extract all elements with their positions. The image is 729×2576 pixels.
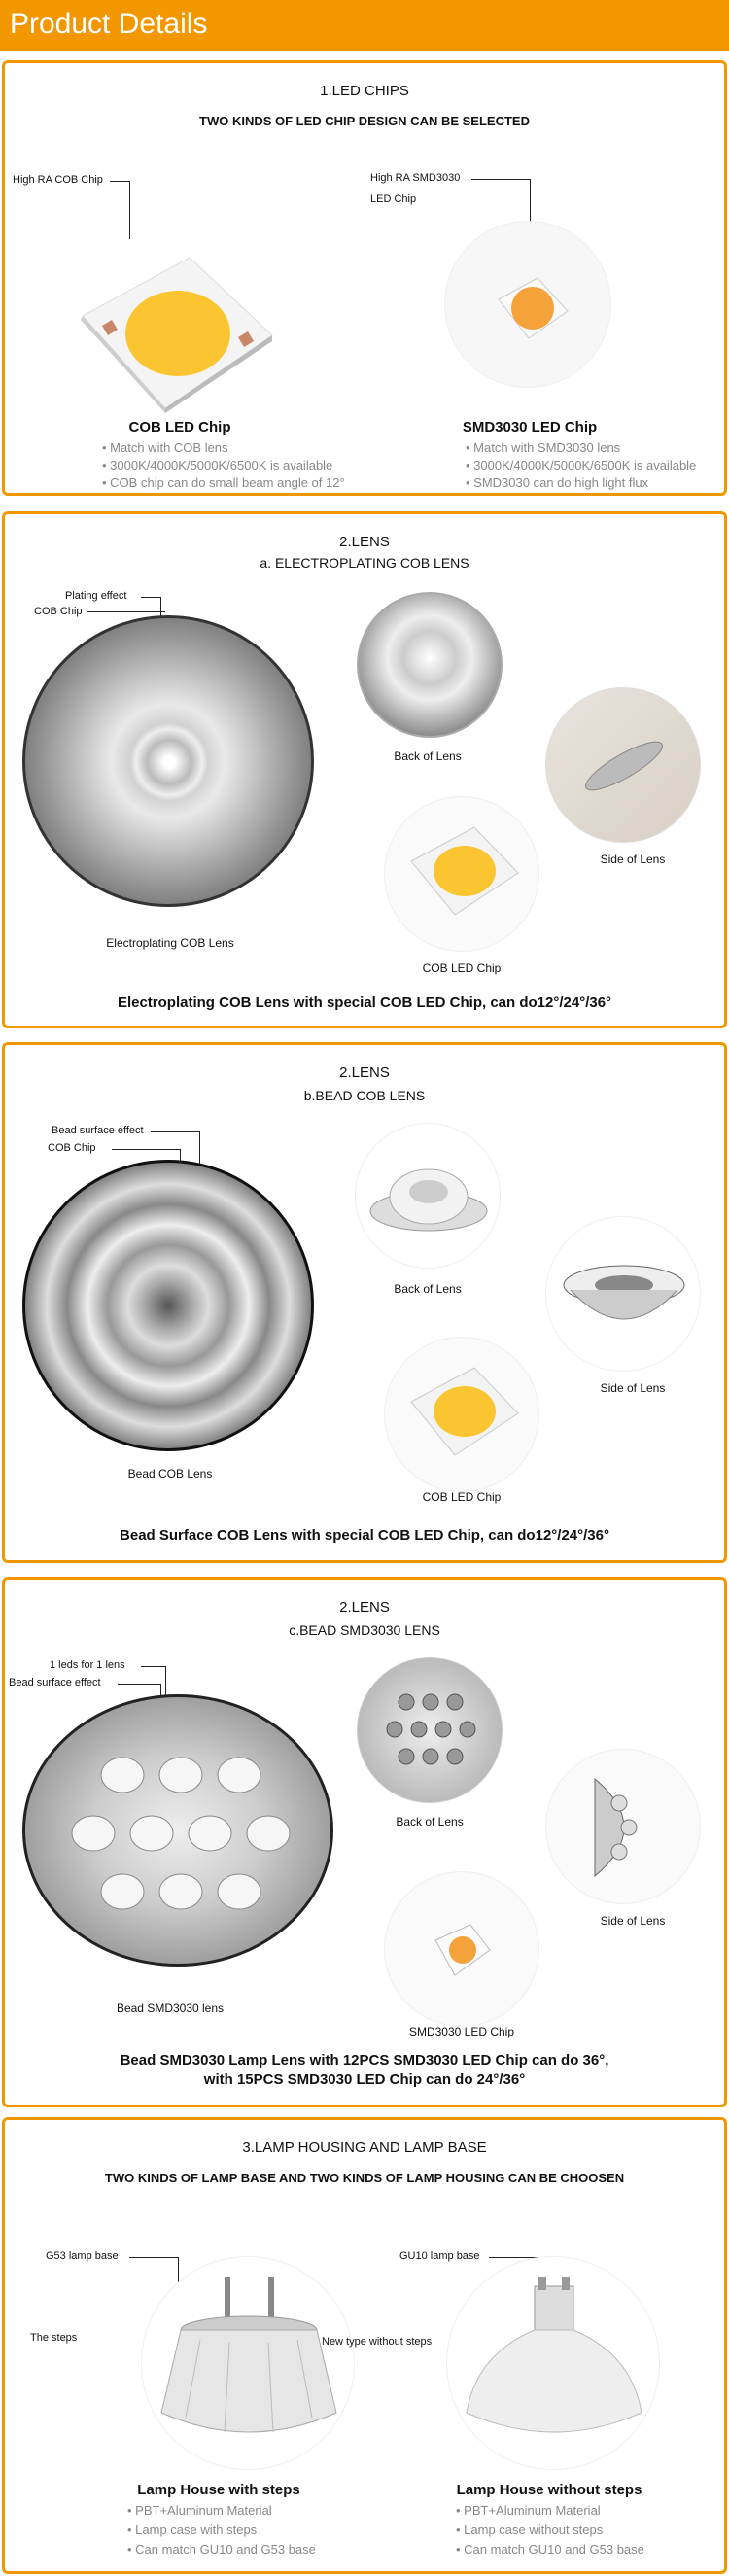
image-caption: Back of Lens [394, 1282, 462, 1296]
cob-led-chip-image [384, 796, 539, 952]
bullet: • Match with SMD3030 lens [466, 440, 621, 455]
section-bead-smd-lens [2, 1577, 727, 2107]
image-caption: Bead COB Lens [127, 1467, 213, 1480]
header-bar [0, 0, 729, 51]
section-title: 2.LENS [339, 1599, 390, 1616]
image-caption: Bead SMD3030 lens [116, 2002, 225, 2015]
section-lamp-housing [2, 2117, 727, 2574]
section-footer: Bead SMD3030 Lamp Lens with 12PCS SMD3030 LED Chip can do 36°, [120, 2052, 609, 2069]
callout-label: G53 lamp base [46, 2250, 119, 2262]
chip-name: COB LED Chip [128, 419, 231, 435]
section-electroplating-lens [2, 511, 727, 1028]
image-caption: Side of Lens [600, 1381, 666, 1395]
back-of-lens-image [357, 592, 503, 738]
housing-name: Lamp House with steps [137, 2482, 300, 2498]
callout-label: GU10 lamp base [399, 2250, 480, 2262]
section-subtitle: TWO KINDS OF LED CHIP DESIGN CAN BE SELECTED [199, 114, 530, 128]
cob-chip-image [73, 258, 277, 413]
section-footer: with 15PCS SMD3030 LED Chip can do 24°/36° [203, 2071, 526, 2088]
side-of-lens-image [545, 687, 701, 843]
image-caption: COB LED Chip [422, 1490, 502, 1504]
back-of-lens-image [357, 1657, 503, 1803]
callout-label: New type without steps [322, 2336, 433, 2348]
callout-label: COB Chip [48, 1142, 96, 1154]
callout-label: 1 leds for 1 lens [50, 1659, 125, 1671]
image-caption: Back of Lens [396, 1815, 464, 1828]
housing-name: Lamp House without steps [456, 2482, 642, 2498]
lamp-house-steps-image [141, 2256, 355, 2470]
electroplating-lens-image [22, 615, 314, 907]
section-footer: Bead Surface COB Lens with special COB LED Chip, can do12°/24°/36° [120, 1527, 609, 1544]
section-subtitle: b.BEAD COB LENS [303, 1088, 426, 1103]
section-subtitle: a. ELECTROPLATING COB LENS [260, 555, 469, 571]
smd-led-chip-image [384, 1871, 539, 2027]
page-title: Product Details [10, 8, 208, 40]
callout-label: Bead surface effect [9, 1677, 101, 1688]
bead-smd-lens-image [22, 1694, 333, 1967]
image-caption: Side of Lens [600, 1914, 666, 1928]
section-footer: Electroplating COB Lens with special COB LED Chip, can do12°/24°/36° [117, 994, 612, 1011]
image-caption: COB LED Chip [422, 961, 502, 975]
bullet: • COB chip can do small beam angle of 12° [102, 475, 345, 490]
lamp-house-no-steps-image [446, 2256, 660, 2470]
section-subtitle: TWO KINDS OF LAMP BASE AND TWO KINDS OF LAMP HOUSING CAN BE CHOOSEN [104, 2171, 625, 2185]
bullet: • Match with COB lens [102, 440, 228, 455]
section-title: 1.LED CHIPS [320, 83, 409, 99]
section-title: 3.LAMP HOUSING AND LAMP BASE [242, 2140, 487, 2156]
image-caption: Side of Lens [600, 853, 666, 866]
callout-label: COB Chip [34, 606, 83, 617]
back-of-lens-image [355, 1123, 501, 1269]
side-of-lens-image [545, 1749, 701, 1904]
bullet: • 3000K/4000K/5000K/6500K is available [102, 458, 333, 472]
bullet: • Can match GU10 and G53 base [456, 2542, 644, 2557]
section-led-chips [2, 60, 727, 496]
callout-label: High RA SMD3030 [370, 172, 461, 184]
section-bead-cob-lens [2, 1042, 727, 1563]
bullet: • 3000K/4000K/5000K/6500K is available [466, 458, 697, 472]
image-caption: Electroplating COB Lens [106, 936, 234, 950]
cob-led-chip-image [384, 1337, 539, 1492]
bead-cob-lens-image [22, 1160, 314, 1451]
image-caption: SMD3030 LED Chip [408, 2025, 515, 2038]
bullet: • SMD3030 can do high light flux [466, 475, 649, 490]
section-title: 2.LENS [339, 534, 390, 550]
bullet: • Lamp case without steps [456, 2523, 604, 2537]
bullet: • PBT+Aluminum Material [127, 2503, 272, 2518]
callout-label: Plating effect [65, 590, 127, 602]
chip-name: SMD3030 LED Chip [462, 419, 598, 435]
callout-label: Bead surface effect [52, 1125, 144, 1136]
smd-chip-image [444, 221, 611, 388]
callout-label: High RA COB Chip [13, 174, 103, 186]
bullet: • Lamp case with steps [127, 2523, 258, 2537]
section-title: 2.LENS [339, 1064, 390, 1081]
bullet: • Can match GU10 and G53 base [127, 2542, 316, 2557]
side-of-lens-image [545, 1216, 701, 1372]
callout-label: LED Chip [370, 193, 417, 205]
section-subtitle: c.BEAD SMD3030 LENS [289, 1622, 440, 1638]
image-caption: Back of Lens [394, 749, 462, 763]
callout-label: The steps [30, 2332, 78, 2344]
bullet: • PBT+Aluminum Material [456, 2503, 601, 2518]
